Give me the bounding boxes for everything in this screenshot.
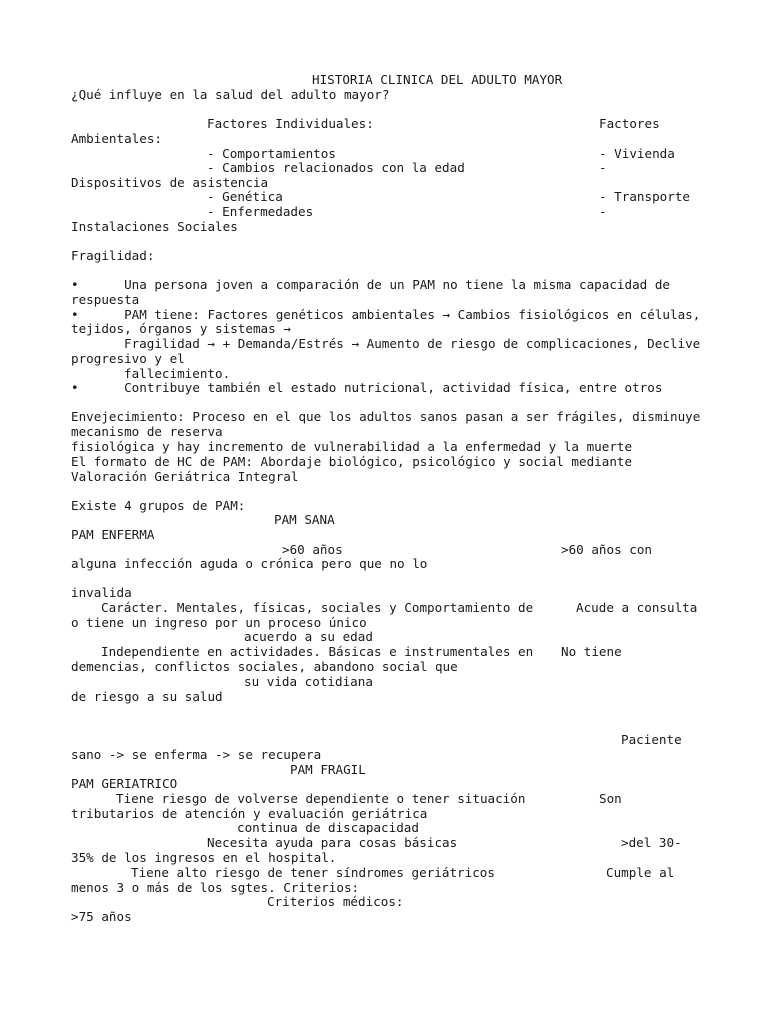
text-line: tributarios de atención y evaluación geriátrica [71,806,428,821]
text-line: Carácter. Mentales, físicas, sociales y Comportamiento de [101,600,534,615]
text-line: - Enfermedades [207,204,314,219]
text-line: >60 años [282,542,343,557]
text-line: Acude a consulta [576,600,698,615]
text-line: - Genética [207,189,283,204]
text-line: menos 3 o más de los sgtes. Criterios: [71,880,360,895]
text-line: Valoración Geriátrica Integral [71,469,299,484]
text-line: fisiológica y hay incremento de vulnerabilidad a la enfermedad y la muerte [71,439,633,454]
text-line: Factores Individuales: [207,116,374,131]
text-line: - [599,160,607,175]
text-line: acuerdo a su edad [244,629,373,644]
text-line: >del 30- [621,835,682,850]
text-line: Paciente [621,732,682,747]
section-heading: Fragilidad: [71,248,155,263]
group-heading: PAM FRAGIL [290,762,366,777]
text-line: Fragilidad → + Demanda/Estrés → Aumento de riesgo de complicaciones, Declive [124,336,701,351]
text-line: Ambientales: [71,131,162,146]
text-line: progresivo y el [71,351,185,366]
text-line: 35% de los ingresos en el hospital. [71,850,337,865]
text-line: tejidos, órganos y sistemas → [71,321,291,336]
group-heading: PAM ENFERMA [71,527,155,542]
text-line: ¿Qué influye en la salud del adulto mayor? [71,87,390,102]
text-line: Son [599,791,622,806]
text-line: su vida cotidiana [244,674,373,689]
bullet-line: • Una persona joven a comparación de un PAM no tiene la misma capacidad de [71,277,670,292]
text-line: Instalaciones Sociales [71,219,238,234]
text-line: mecanismo de reserva [71,424,223,439]
text-line: No tiene [561,644,622,659]
text-line: invalida [71,585,132,600]
text-line: continua de discapacidad [237,820,419,835]
text-line: alguna infección aguda o crónica pero que no lo [71,556,428,571]
bullet-line: • PAM tiene: Factores genéticos ambientales → Cambios fisiológicos en células, [71,307,701,322]
text-line: >60 años con [561,542,652,557]
text-line: - Vivienda [599,146,675,161]
text-line: Tiene riesgo de volverse dependiente o tener situación [116,791,526,806]
text-line: - Comportamientos [207,146,336,161]
text-line: Dispositivos de asistencia [71,175,269,190]
text-line: Cumple al [606,865,675,880]
text-line: o tiene un ingreso por un proceso único [71,615,367,630]
text-line: - Cambios relacionados con la edad [207,160,465,175]
group-heading: PAM SANA [274,512,335,527]
text-line: Necesita ayuda para cosas básicas [207,835,458,850]
text-line: - [599,204,607,219]
text-line: Existe 4 grupos de PAM: [71,498,246,513]
text-line: Envejecimiento: Proceso en el que los adultos sanos pasan a ser frágiles, disminuye [71,409,701,424]
text-line: respuesta [71,292,140,307]
text-line: - Transporte [599,189,690,204]
text-line: Factores [599,116,660,131]
text-line: sano -> se enferma -> se recupera [71,747,322,762]
bullet-line: • Contribuye también el estado nutricional, actividad física, entre otros [71,380,663,395]
text-line: >75 años [71,909,132,924]
text-line: El formato de HC de PAM: Abordaje biológico, psicológico y social mediante [71,454,633,469]
text-line: demencias, conflictos sociales, abandono social que [71,659,458,674]
text-line: Criterios médicos: [267,894,404,909]
text-line: de riesgo a su salud [71,689,223,704]
document-title: HISTORIA CLINICA DEL ADULTO MAYOR [312,72,563,87]
group-heading: PAM GERIATRICO [71,776,178,791]
text-line: Tiene alto riesgo de tener síndromes geriátricos [131,865,495,880]
text-line: fallecimiento. [124,366,231,381]
text-line: Independiente en actividades. Básicas e instrumentales en [101,644,534,659]
